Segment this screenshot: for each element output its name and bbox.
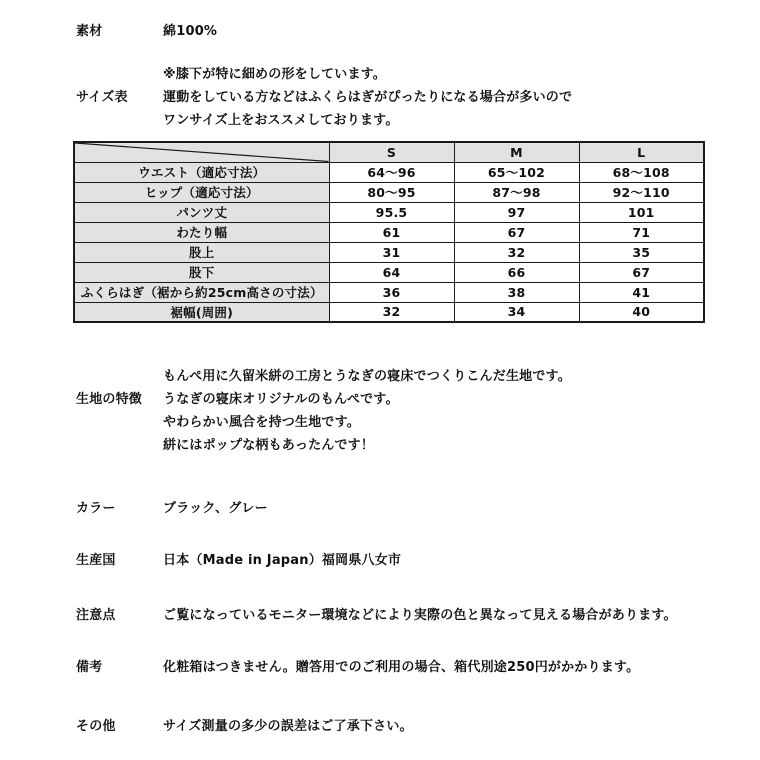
size-table-cell: 80〜95: [329, 182, 454, 202]
table-row: [74, 202, 704, 222]
size-table-cell: 32: [454, 242, 579, 262]
table-row: [74, 242, 704, 262]
spec-value-color: ブラック、グレー: [163, 501, 268, 516]
size-table-cell: 64〜96: [329, 162, 454, 182]
size-table: [73, 141, 705, 323]
size-table-cell: 35: [579, 242, 704, 262]
spec-label-color: カラー: [76, 501, 116, 516]
size-table-cell: 36: [329, 282, 454, 302]
table-row: [74, 182, 704, 202]
spec-label-fabric: 生地の特徴: [76, 392, 143, 407]
spec-value-country: 日本（Made in Japan）福岡県八女市: [163, 553, 402, 568]
size-table-cell: 40: [579, 302, 704, 322]
spec-label-remarks: 備考: [76, 660, 103, 675]
size-table-corner-cell: [74, 142, 329, 162]
size-table-cell: 32: [329, 302, 454, 322]
size-table-col-l: L: [579, 142, 704, 162]
size-table-cell: 65〜102: [454, 162, 579, 182]
size-table-cell: 34: [454, 302, 579, 322]
fabric-line: やわらかい風合を持つ生地です。: [163, 415, 360, 430]
size-table-cell: 61: [329, 222, 454, 242]
spec-row-country: [76, 549, 401, 572]
size-table-header-row: [74, 142, 704, 162]
spec-label-size-chart: サイズ表: [76, 90, 128, 105]
size-table-cell: 92〜110: [579, 182, 704, 202]
size-table-cell: 64: [329, 262, 454, 282]
diagonal-divider-icon: [75, 143, 329, 162]
spec-value-remarks: 化粧箱はつきません。贈答用でのご利用の場合、箱代別途250円がかかります。: [163, 660, 640, 675]
spec-label-country: 生産国: [76, 553, 116, 568]
size-table-cell: 67: [579, 262, 704, 282]
spec-row-material: [76, 20, 217, 43]
fabric-line: もんぺ用に久留米絣の工房とうなぎの寝床でつくりこんだ生地です。: [163, 369, 571, 384]
table-row: [74, 302, 704, 322]
size-table-cell: 38: [454, 282, 579, 302]
spec-row-caution: [76, 604, 677, 627]
size-table-cell: 101: [579, 202, 704, 222]
size-chart-note-line: 運動をしている方などはふくらはぎがぴったりになる場合が多いので: [163, 90, 573, 105]
size-table-row-label: 裾幅(周囲): [74, 302, 329, 322]
spec-row-color: [76, 497, 268, 520]
table-row: [74, 282, 704, 302]
size-table-row-label: ふくらはぎ（裾から約25cm高さの寸法）: [74, 282, 329, 302]
spec-row-remarks: [76, 656, 639, 679]
size-chart-notes: [163, 63, 572, 132]
spec-value-caution: ご覧になっているモニター環境などにより実際の色と異なって見える場合があります。: [163, 608, 677, 623]
size-chart-note-line: ※膝下が特に細めの形をしています。: [163, 67, 386, 82]
spec-value-material: 綿100%: [163, 24, 218, 39]
table-row: [74, 262, 704, 282]
size-table-row-label: 股下: [74, 262, 329, 282]
spec-row-size-chart: [76, 63, 572, 132]
size-chart-note-line: ワンサイズ上をおススメしております。: [163, 113, 399, 128]
size-table-cell: 71: [579, 222, 704, 242]
fabric-line: うなぎの寝床オリジナルのもんぺです。: [163, 392, 399, 407]
size-table-cell: 87〜98: [454, 182, 579, 202]
size-table-cell: 31: [329, 242, 454, 262]
size-table-cell: 41: [579, 282, 704, 302]
size-table-container: [73, 141, 704, 323]
size-table-row-label: パンツ丈: [74, 202, 329, 222]
size-table-cell: 97: [454, 202, 579, 222]
fabric-line: 絣にはポップな柄もあったんです！: [163, 438, 375, 453]
spec-value-other: サイズ測量の多少の誤差はご了承下さい。: [163, 719, 413, 734]
table-row: [74, 222, 704, 242]
size-table-cell: 67: [454, 222, 579, 242]
spec-label-material: 素材: [76, 24, 103, 39]
size-table-cell: 68〜108: [579, 162, 704, 182]
spec-row-fabric: [76, 365, 571, 457]
spec-label-caution: 注意点: [76, 608, 116, 623]
size-table-row-label: ヒップ（適応寸法）: [74, 182, 329, 202]
size-table-row-label: 股上: [74, 242, 329, 262]
size-table-cell: 66: [454, 262, 579, 282]
table-row: [74, 162, 704, 182]
size-table-row-label: ウエスト（適応寸法）: [74, 162, 329, 182]
spec-row-other: [76, 715, 413, 738]
spec-label-other: その他: [76, 719, 116, 734]
size-table-col-m: M: [454, 142, 579, 162]
spec-value-fabric: [163, 365, 571, 457]
size-table-col-s: S: [329, 142, 454, 162]
size-table-row-label: わたり幅: [74, 222, 329, 242]
size-table-cell: 95.5: [329, 202, 454, 222]
